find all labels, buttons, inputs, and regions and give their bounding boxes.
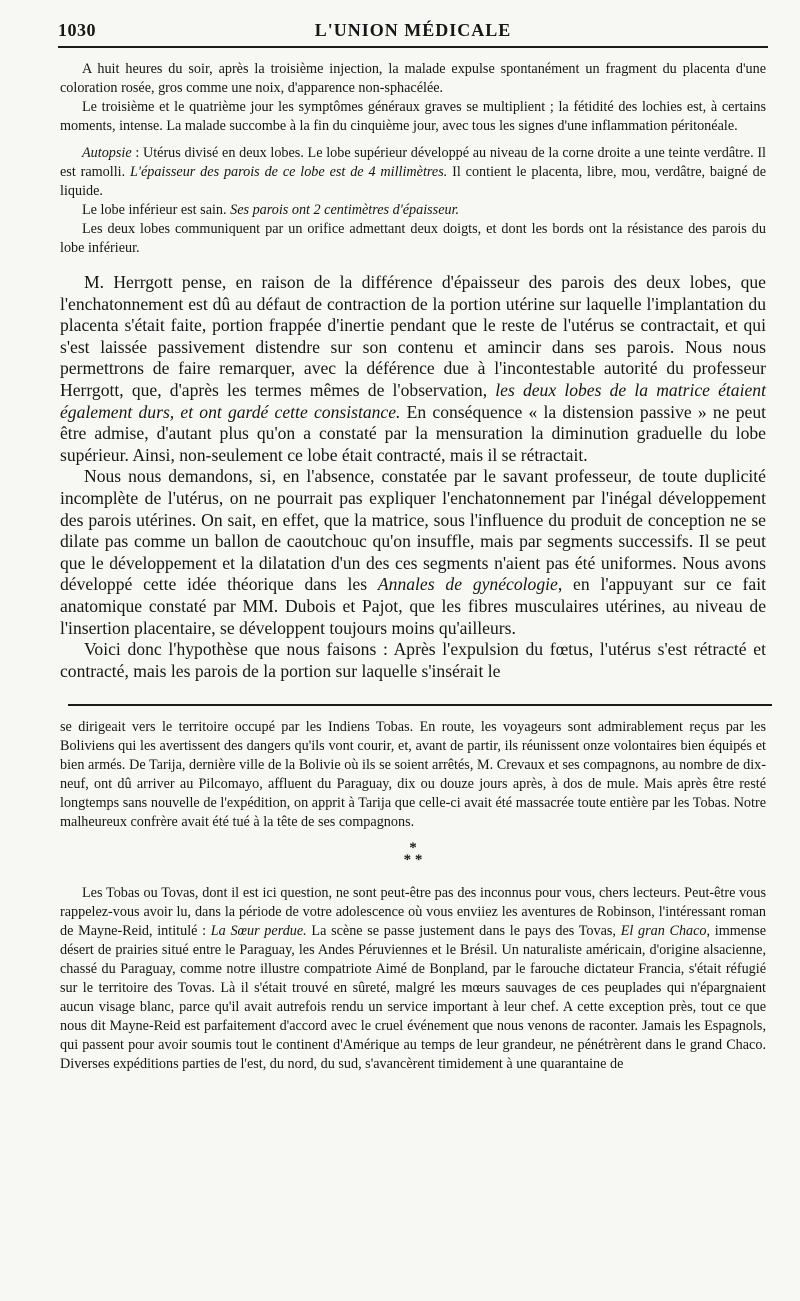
page-header bbox=[58, 18, 768, 48]
feuilleton-paragraph: Les Tobas ou Tovas, dont il est ici question, ne sont peut-être pas des inconnus pour vous, chers lecteurs. Peut-être vous rappelez-vous avoir lu, dans la période de votre adolescence où vous enviiez les aventures de Robinson, l'intéressant roman de Mayne-Reid, intitulé : La Sœur perdue. La scène se passe justement dans le pays des Tovas, El gran Chaco, immense désert de prairies situé entre le Paraguay, les Andes Péruviennes et le Brésil. Un naturaliste américain, d'origine alsacienne, chassé du Paraguay, comme notre illustre compatriote Aimé de Bonpland, par le farouche dictateur Francia, s'était réfugié sur le territoire des Tovas. Là il s'était trouvé en sûreté, malgré les mœurs sauvages de ces peuplades qui n'épargnaient aucun visage blanc, parce qu'il avait autrefois rendu un service important à leur chef. A cette exception près, tout ce que nous dit Mayne-Reid est parfaitement d'accord avec le cruel événement que nous venons de raconter. Jamais les Espagnols, qui passent pour avoir soumis tout le continent d'Amérique au temps de leur grandeur, ne pénétrèrent dans le grand Chaco. Diverses expéditions parties de l'est, du nord, du sud, s'avancèrent timidement à une quarantaine de bbox=[60, 885, 766, 1073]
autopsy-paragraph: Les deux lobes communiquent par un orifice admettant deux doigts, et dont les bords ont la résistance des parois du lobe inférieur. bbox=[60, 221, 766, 256]
main-paragraph: M. Herrgott pense, en raison de la différence d'épaisseur des parois des deux lobes, que l'enchatonnement est dû au défaut de contraction de la portion utérine sur laquelle l'implantation du placenta s'était faite, portion frappée d'inertie pendant que le reste de l'utérus se contractait, et qui s'est laissée passivement distendre sur son contenu et amincir dans ses parois. Nous nous permettrons de faire remarquer, avec la déférence due à l'incontestable autorité du professeur Herrgott, que, d'après les termes mêmes de l'observation, les deux lobes de la matrice étaient également durs, et ont gardé cette consistance. En conséquence « la distension passive » ne peut être admise, d'autant plus qu'on a constaté par la mensuration la diminution graduelle du lobe supérieur. Ainsi, non-seulement ce lobe était contracté, mais il se rétractait. bbox=[60, 272, 767, 465]
page-number: 1030 bbox=[58, 20, 96, 40]
autopsy-paragraph: Le lobe inférieur est sain. Ses parois ont 2 centimètres d'épaisseur. bbox=[82, 202, 460, 218]
main-text bbox=[60, 272, 766, 682]
autopsy-paragraph: Autopsie : Utérus divisé en deux lobes. Le lobe supérieur développé au niveau de la corne droite a une teinte verdâtre. Il est ramolli. L'épaisseur des parois de ce lobe est de 4 millimètres. Il contient le placenta, libre, mou, verdâtre, baigné de liquide. bbox=[60, 145, 766, 199]
feuilleton-text bbox=[60, 718, 766, 1074]
case-paragraph: Le troisième et le quatrième jour les symptômes généraux graves se multiplient ; la fétidité des lochies est, à certains moments, intense. La malade succombe à la fin du cinquième jour, avec tous les signes d'une inflammation péritonéale. bbox=[60, 99, 766, 134]
feuilleton-paragraph: se dirigeait vers le territoire occupé par les Indiens Tobas. En route, les voyageurs sont admirablement reçus par les Boliviens qui les avertissent des dangers qu'ils vont courir, et, avant de partir, ils réunissent onze volontaires bien équipés et bien armés. De Tarija, dernière ville de la Bolivie où ils se soient arrêtés, M. Crevaux et ses compagnons, au nombre de dix-neuf, ont dû arriver au Pilcomayo, affluent du Paraguay, dix ou douze jours après, à dos de mule. Mais après être resté longtemps sans nouvelle de l'expédition, on apprit à Tarija que celle-ci avait été massacrée toute entière par les Tobas. Notre malheureux confrère avait été tué à la tête de ses compagnons. bbox=[60, 719, 766, 831]
autopsy-label: Autopsie bbox=[82, 145, 132, 161]
autopsy-block bbox=[60, 144, 766, 258]
section-asterism: * * * bbox=[403, 840, 423, 869]
running-title: L'UNION MÉDICALE bbox=[314, 20, 512, 40]
case-report-block bbox=[60, 60, 766, 136]
main-paragraph: Voici donc l'hypothèse que nous faisons : Après l'expulsion du fœtus, l'utérus s'est rétracté et contracté, mais les parois de la portion sur laquelle s'insérait le bbox=[60, 639, 766, 681]
case-paragraph: A huit heures du soir, après la troisième injection, la malade expulse spontanément un fragment du placenta d'une coloration rosée, gros comme une noix, d'apparence non-sphacélée. bbox=[60, 61, 766, 96]
footnote-divider bbox=[68, 704, 772, 706]
main-paragraph: Nous nous demandons, si, en l'absence, constatée par le savant professeur, de toute duplicité incomplète de l'utérus, on ne pourrait pas expliquer l'enchatonnement par l'inégal développement des parois utérines. On sait, en effet, que la matrice, sous l'influence du produit de conception ne se dilate pas comme un ballon de caoutchouc qu'on insuffle, mais par segments successifs. Il se peut que le développement et la dilatation d'un des ces segments n'aient pas été uniformes. Nous avons développé cette idée théorique dans les Annales de gynécologie, en l'appuyant sur ce fait anatomique constaté par MM. Dubois et Pajot, que les fibres musculaires utérines, au niveau de l'insertion placentaire, se développent toujours moins qu'ailleurs. bbox=[60, 466, 766, 638]
